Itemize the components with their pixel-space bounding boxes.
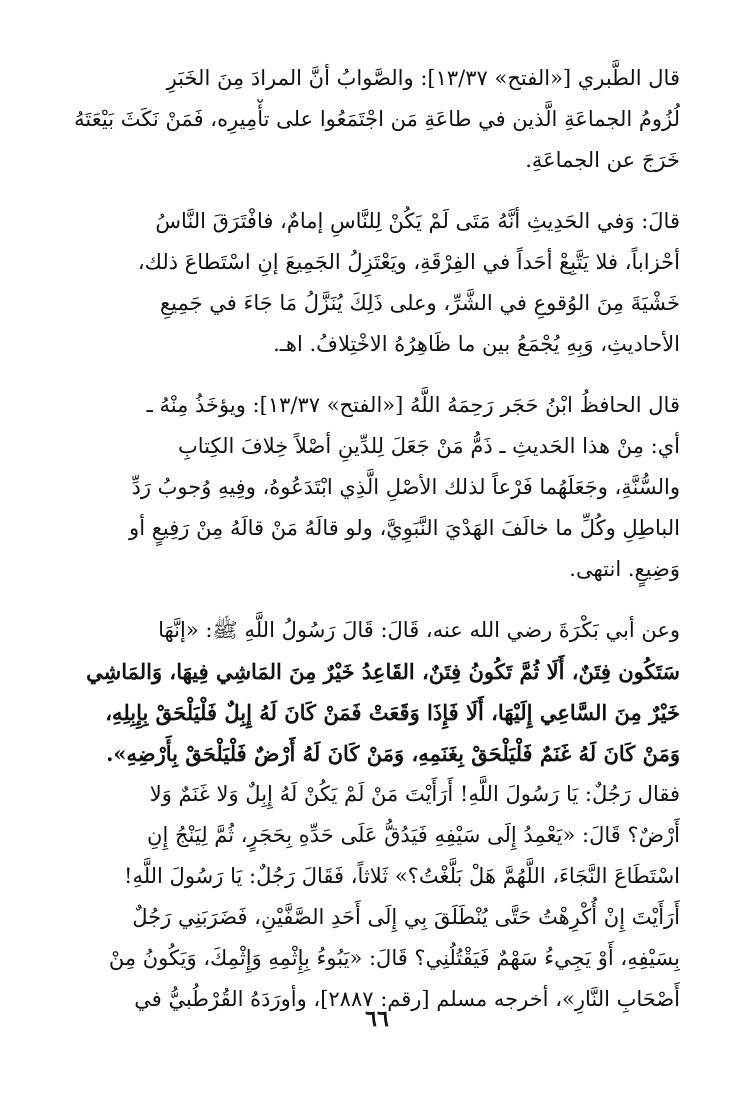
hadith-text-line: سَتَكُون فِتَنٌ، أَلَا ثُمَّ تَكُونُ فِتَنٌ، القَاعِدُ خَيْرٌ مِنَ المَاشِي فِيهَا، وَالمَاشِي	[86, 659, 680, 684]
text-line: بِسَيْفِهِ، أَوْ يَجِيءُ سَهْمٌ فَيَقْتُلُنِي؟ قَالَ: «يَبُوءُ بِإِثْمِهِ وَإِثْمِكَ، وَيَكُونُ مِنْ	[108, 946, 680, 970]
paragraph-hadith-commentary	[74, 201, 680, 365]
text-line: أَرْضٌ؟ قَالَ: «يَعْمِدُ إِلَى سَيْفِهِ فَيَدُقُّ عَلَى حَدِّهِ بِحَجَرٍ، ثُمَّ لِيَنْجُ إِنِ	[147, 823, 680, 847]
text-line: قال الطَّبري [«الفتح» ١٣/٣٧]: والصَّوابُ أنَّ المرادَ مِنَ الخَبَرِ	[166, 66, 680, 90]
text-line: خَشْيَةَ مِنَ الوُقوعِ في الشَّرِّ، وعلى ذَلِكَ يُنَزَّلُ مَا جَاءَ في جَمِيعِ	[159, 291, 680, 315]
hadith-text-line: خَيْرٌ مِنَ السَّاعِي إِلَيْهَا، أَلَا فَإِذَا وَقَعَتْ فَمَنْ كَانَ لَهُ إِبِلٌ فَلْيَلْحَقْ بِإِبِلِهِ،	[105, 700, 680, 725]
text-line: اسْتَطَاعَ النَّجَاءَ، اللَّهُمَّ هَلْ بَلَّغْتُ؟» ثَلاثاً، فَقَالَ رَجُلٌ: يَا رَسُولَ اللَّهِ!	[124, 864, 680, 888]
text-line: لُزُومُ الجماعَةِ الَّذين في طاعَةِ مَن اجْتَمَعُوا على تأْمِيرِه، فَمَنْ نَكَثَ بَيْعَتَهُ	[74, 107, 680, 131]
paragraph-ibn-hajar	[74, 385, 680, 590]
paragraph-tabari	[74, 58, 680, 181]
text-line: الأحاديثِ، وَبِهِ يُجْمَعُ بين ما ظَاهِرُهُ الاخْتِلافُ. اهـ.	[273, 332, 680, 356]
page-body	[74, 58, 680, 1020]
text-line: الباطِلِ وكُلِّ ما خالَفَ الهَدْيَ النَّبَوِيَّ، ولو قالَهُ مَنْ قالَهُ مِنْ رَفِيعٍ أو	[129, 516, 680, 540]
text-line: وَضِيعٍ. انتهى.	[569, 557, 680, 581]
text-line: خَرَجَ عن الجماعَةِ.	[525, 148, 680, 172]
text-line: والسُّنَّةِ، وجَعَلَهُما فَرْعاً لذلك الأصْلِ الَّذِي ابْتَدَعُوهُ، وفِيهِ وُجوبُ رَدِّ	[131, 475, 680, 499]
text-line: قالَ: وَفي الحَدِيثِ أنَّهُ مَتَى لَمْ يَكُنْ لِلنَّاسِ إمامٌ، فافْتَرَقَ النَّاسُ	[155, 209, 680, 233]
paragraph-abu-bakra-hadith	[74, 610, 680, 1020]
text-line: فقال رَجُلٌ: يَا رَسُولَ اللَّهِ! أَرَأَيْتَ مَنْ لَمْ يَكُنْ لَهُ إِبِلٌ وَلا غَنَمٌ وَلا	[149, 782, 680, 806]
text-line: أي: مِنْ هذا الحَديثِ ـ ذَمُّ مَنْ جَعَلَ لِلدِّينِ أصْلاً خِلافَ الكِتابِ	[178, 434, 680, 458]
text-line: وعن أبي بَكْرَةَ رضي الله عنه، قَالَ: قَالَ رَسُولُ اللَّهِ ﷺ: «إنَّهَا	[158, 618, 680, 642]
text-line: أَرَأَيْتَ إِنْ أُكْرِهْتُ حَتَّى يُنْطَلَقَ بِي إِلَى أَحَدِ الصَّفَّيْنِ، فَضَرَبَنِي رَجُلٌ	[132, 905, 680, 929]
text-line: أَصْحَابِ النَّارِ»، أخرجه مسلم [رقم: ٢٨٨٧]، وأورَدَهُ القُرْطُبيُّ في	[134, 987, 680, 1011]
text-line: قال الحافظُ ابْنُ حَجَر رَحِمَهُ اللَّهُ [«الفتح» ١٣/٣٧]: ويؤخَذُ مِنْهُ ـ	[146, 393, 680, 417]
text-line: أحْزاباً، فلا يَتَّبِعْ أحَداً في الفِرْقَةِ، ويَعْتَزِلُ الجَمِيعَ إنِ اسْتَطاعَ ذلك،	[137, 250, 680, 274]
hadith-text-line: وَمَنْ كَانَ لَهُ غَنَمٌ فَلْيَلْحَقْ بِغَنَمِهِ، وَمَنْ كَانَ لَهُ أَرْضٌ فَلْيَلْحَقْ بِأَرْضِهِ».	[106, 741, 680, 766]
page-number: ٦٦	[365, 1006, 389, 1032]
